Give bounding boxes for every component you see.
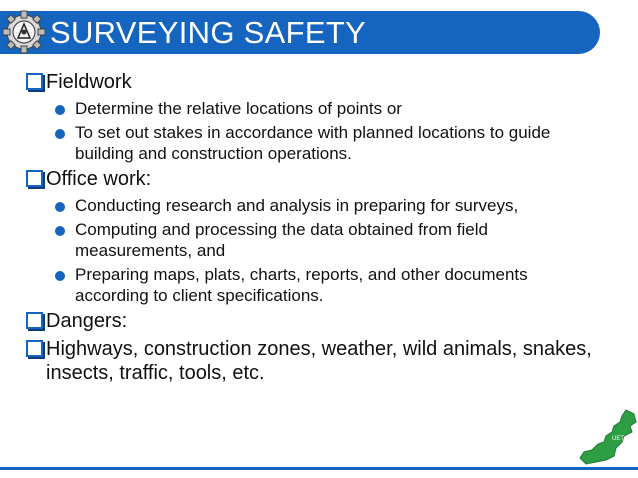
bullet-text: Conducting research and analysis in preparing for surveys, [75, 196, 519, 215]
bullet-dot-icon [55, 202, 65, 212]
map-label: UET [612, 436, 624, 442]
bullet-text: Computing and processing the data obtained from field measurements, and [75, 220, 488, 260]
section-heading: Office work: [46, 168, 152, 190]
bullet-dot-icon [55, 271, 65, 281]
section-heading: Highways, construction zones, weather, wild animals, snakes, insects, traffic, tools, etc. [46, 338, 592, 384]
section-office-work [0, 167, 638, 191]
section-heading: Dangers: [46, 310, 128, 332]
bullet-dot-icon [55, 105, 65, 115]
bullet-item [0, 264, 638, 306]
bullet-item [0, 122, 638, 164]
bullet-item [0, 219, 638, 261]
slide-title: SURVEYING SAFETY [50, 15, 367, 50]
bullet-dot-icon [55, 226, 65, 236]
checkbox-icon [26, 170, 43, 187]
map-silhouette-icon [578, 408, 638, 466]
section-heading: Fieldwork [46, 71, 132, 93]
bullet-text: Preparing maps, plats, charts, reports, and other documents according to client specifications. [75, 265, 528, 305]
bullet-text: To set out stakes in accordance with planned locations to guide building and construction operations. [75, 123, 551, 163]
gear-emblem-icon [2, 10, 46, 54]
checkbox-icon [26, 340, 43, 357]
section-fieldwork [0, 70, 638, 94]
section-hazards-list [0, 337, 638, 385]
checkbox-icon [26, 73, 43, 90]
bullet-item [0, 98, 638, 119]
bullet-text: Determine the relative locations of points or [75, 99, 402, 118]
checkbox-icon [26, 312, 43, 329]
bullet-item [0, 195, 638, 216]
bottom-rule [0, 467, 638, 470]
slide-content [0, 70, 638, 389]
section-dangers [0, 309, 638, 333]
bullet-dot-icon [55, 129, 65, 139]
